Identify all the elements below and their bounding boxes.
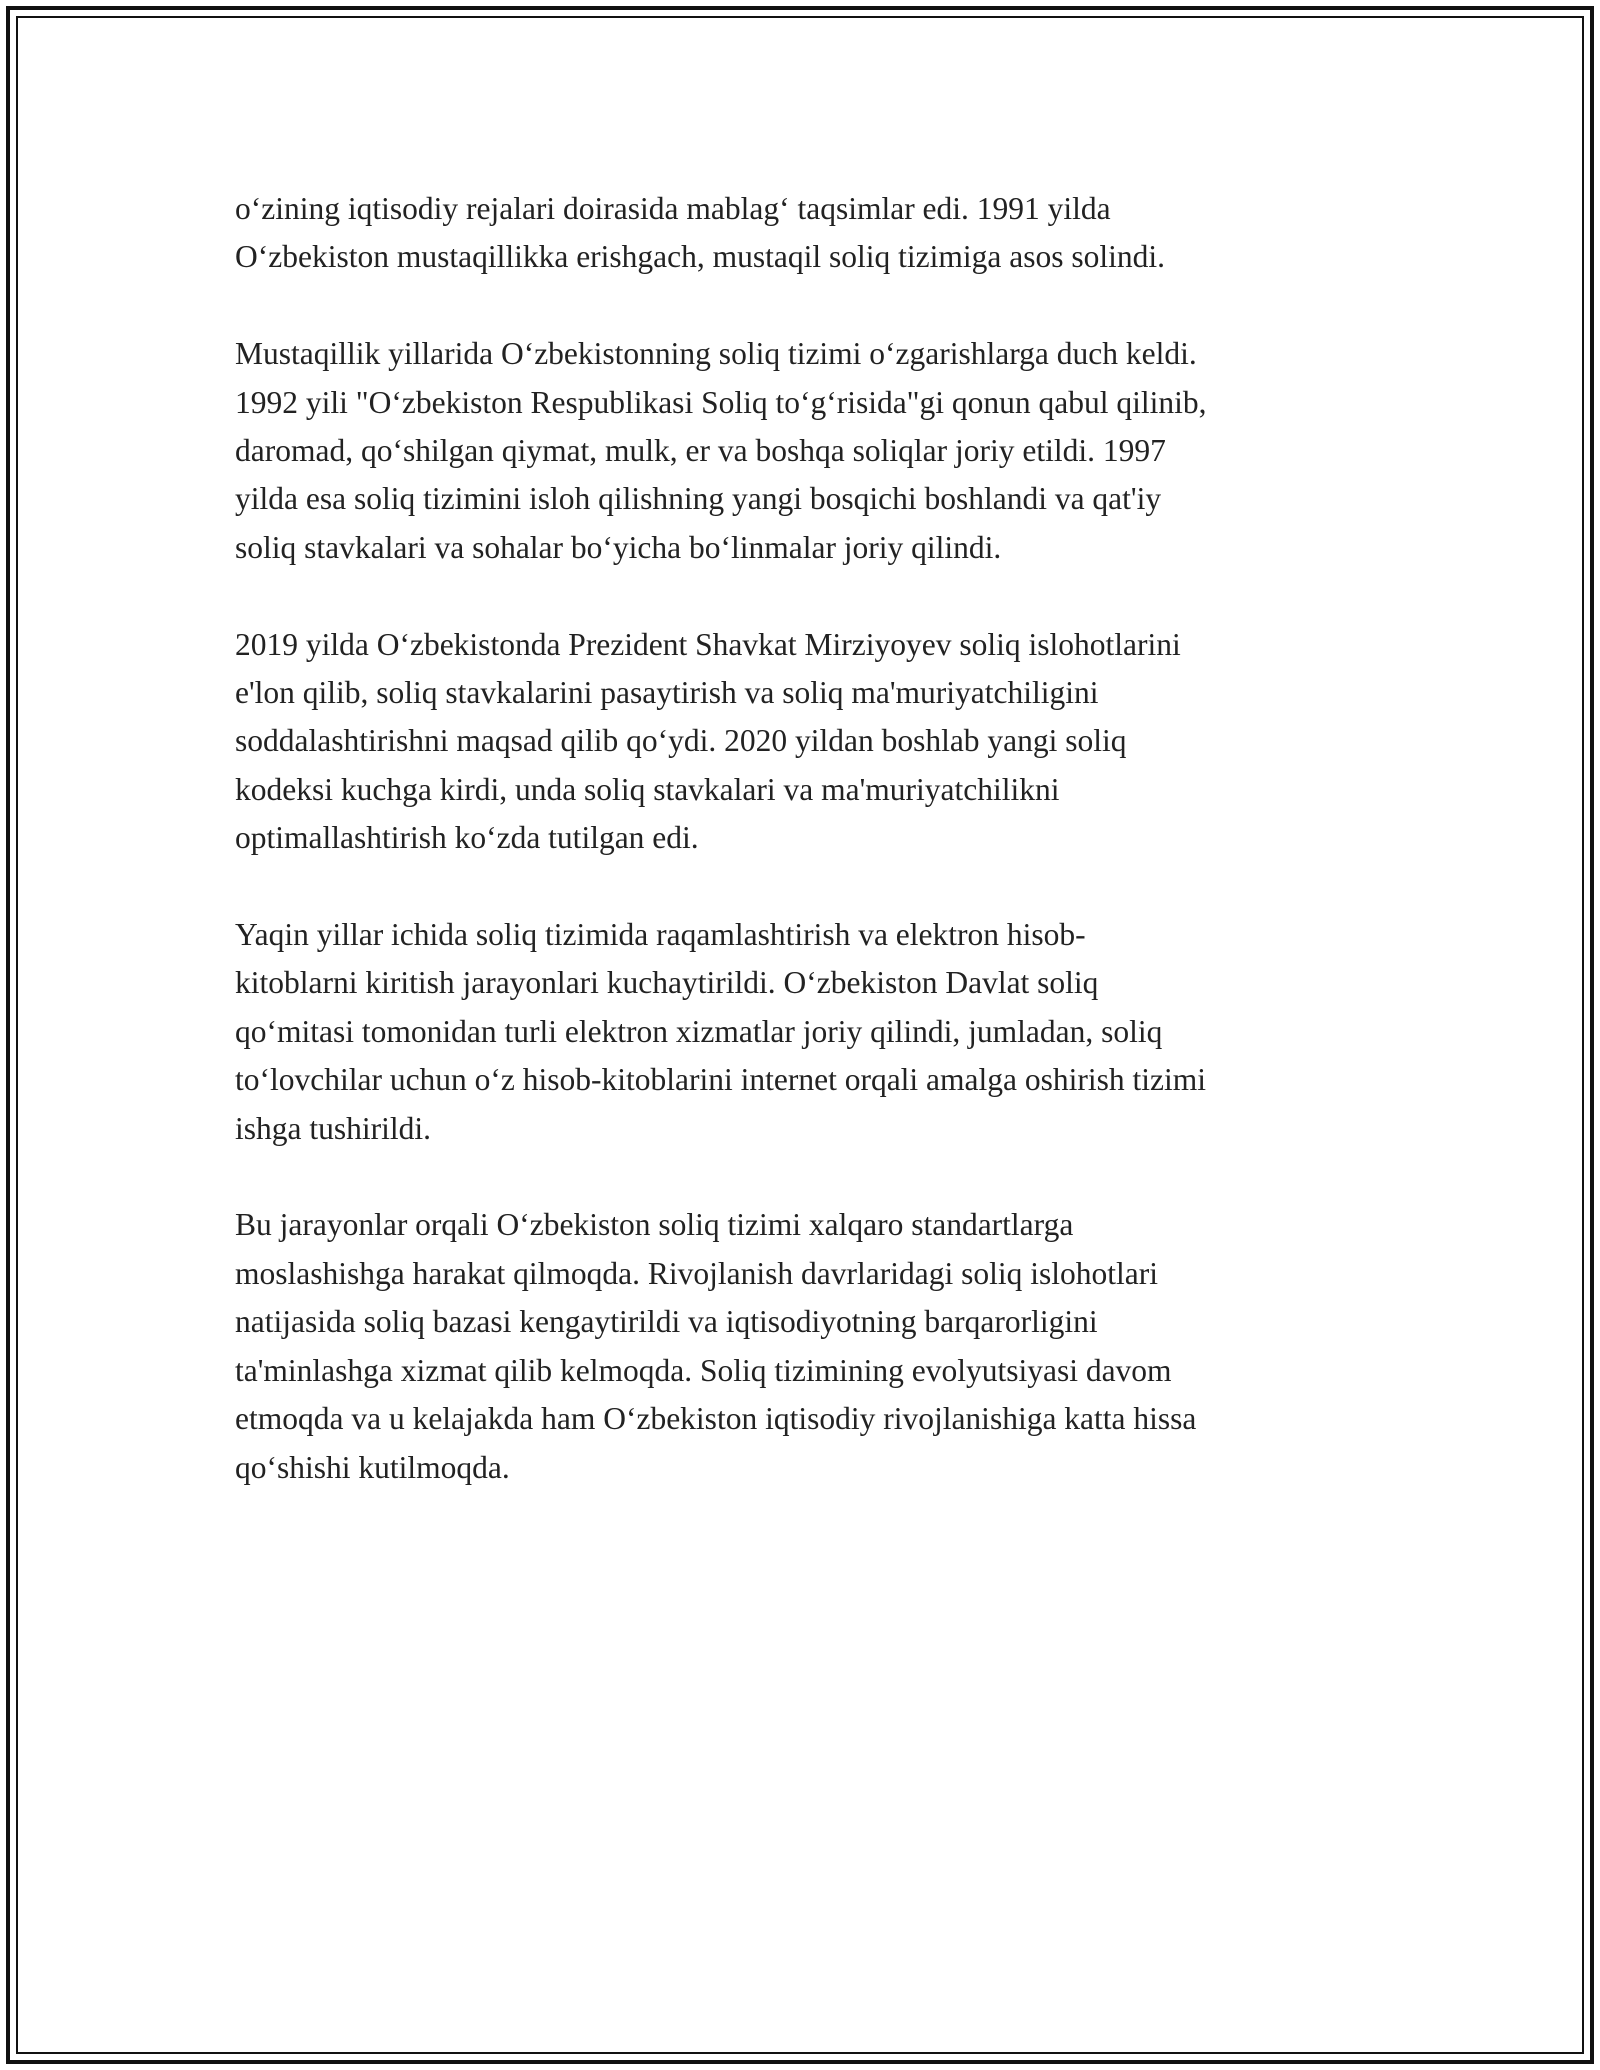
text-line: daromad, qo‘shilgan qiymat, mulk, er va boshqa soliqlar joriy etildi. 1997: [235, 433, 1166, 469]
text-line: Mustaqillik yillarida O‘zbekistonning soliq tizimi o‘zgarishlarga duch keldi.: [235, 336, 1197, 372]
text-line: 2019 yilda O‘zbekistonda Prezident Shavkat Mirziyoyev soliq islohotlarini: [235, 626, 1181, 662]
paragraph-5: [235, 1201, 1385, 1491]
text-line: soliq stavkalari va sohalar bo‘yicha bo‘linmalar joriy qilindi.: [235, 529, 1002, 565]
text-line: soddalashtirishni maqsad qilib qo‘ydi. 2020 yildan boshlab yangi soliq: [235, 723, 1127, 759]
text-line: moslashishga harakat qilmoqda. Rivojlanish davrlaridagi soliq islohotlari: [235, 1255, 1158, 1291]
document-body: [235, 185, 1385, 1540]
text-line: to‘lovchilar uchun o‘z hisob-kitoblarini internet orqali amalga oshirish tizimi: [235, 1062, 1207, 1098]
text-line: yilda esa soliq tizimini isloh qilishning yangi bosqichi boshlandi va qat'iy: [235, 481, 1162, 517]
text-line: O‘zbekiston mustaqillikka erishgach, mustaqil soliq tizimiga asos solindi.: [235, 239, 1166, 275]
text-line: kitoblarni kiritish jarayonlari kuchaytirildi. O‘zbekiston Davlat soliq: [235, 965, 1099, 1001]
text-line: Yaqin yillar ichida soliq tizimida raqamlashtirish va elektron hisob-: [235, 917, 1086, 953]
paragraph-2: [235, 330, 1385, 572]
text-line: natijasida soliq bazasi kengaytirildi va iqtisodiyotning barqarorligini: [235, 1304, 1098, 1340]
text-line: ta'minlashga xizmat qilib kelmoqda. Soliq tizimining evolyutsiyasi davom: [235, 1352, 1172, 1388]
text-line: ishga tushirildi.: [235, 1110, 431, 1146]
text-line: e'lon qilib, soliq stavkalarini pasaytirish va soliq ma'muriyatchiligini: [235, 675, 1099, 711]
text-line: kodeksi kuchga kirdi, unda soliq stavkalari va ma'muriyatchilikni: [235, 771, 1060, 807]
text-line: 1992 yili "O‘zbekiston Respublikasi Soliq to‘g‘risida"gi qonun qabul qilinib,: [235, 384, 1207, 420]
paragraph-4: [235, 911, 1385, 1153]
paragraph-1: [235, 185, 1385, 282]
text-line: qo‘shishi kutilmoqda.: [235, 1449, 510, 1485]
text-line: Bu jarayonlar orqali O‘zbekiston soliq tizimi xalqaro standartlarga: [235, 1207, 1074, 1243]
text-line: etmoqda va u kelajakda ham O‘zbekiston iqtisodiy rivojlanishiga katta hissa: [235, 1401, 1197, 1437]
text-line: optimallashtirish ko‘zda tutilgan edi.: [235, 820, 699, 856]
text-line: o‘zining iqtisodiy rejalari doirasida mablag‘ taqsimlar edi. 1991 yilda: [235, 191, 1111, 226]
text-line: qo‘mitasi tomonidan turli elektron xizmatlar joriy qilindi, jumladan, soliq: [235, 1013, 1163, 1049]
paragraph-3: [235, 621, 1385, 863]
